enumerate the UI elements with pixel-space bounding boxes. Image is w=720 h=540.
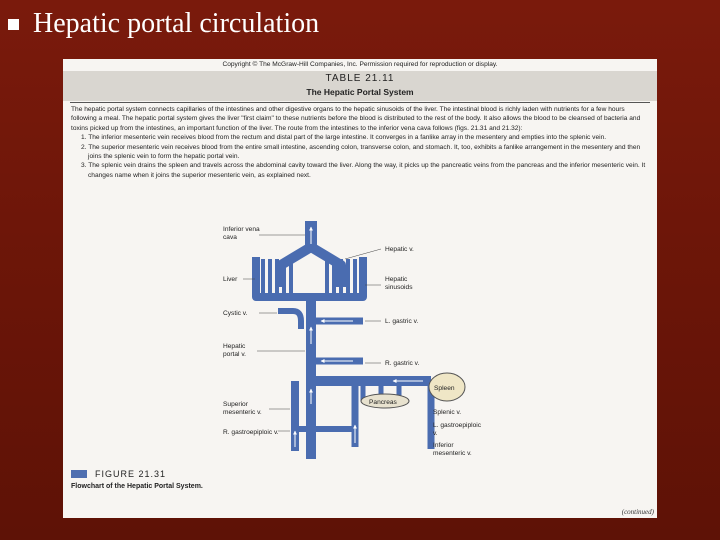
diagram-label-pancreas: Pancreas [369, 399, 397, 406]
diagram-label-superior-mesenteric-v-2: mesenteric v. [223, 409, 262, 416]
slide-title-text: Hepatic portal circulation [33, 8, 320, 39]
diagram-label-hepatic-portal-v: Hepatic [223, 343, 246, 350]
diagram-label-ivc: Inferior vena [223, 226, 260, 233]
hepatic-portal-table-image [63, 59, 657, 518]
hepatic-portal-diagram [63, 59, 657, 518]
table-caption: The Hepatic Portal System [306, 87, 414, 97]
diagram-label-inferior-mesenteric-v-2: mesenteric v. [433, 450, 472, 457]
slide-title [8, 6, 319, 42]
diagram-label-inferior-mesenteric-v: Inferior [433, 442, 454, 449]
diagram-label-r-gastroepiploic-v: R. gastroepiploic v. [223, 429, 279, 436]
figure-caption: Flowchart of the Hepatic Portal System. [71, 483, 203, 490]
diagram-label-spleen: Spleen [434, 385, 455, 392]
diagram-label-sinusoids: Hepatic [385, 276, 408, 283]
diagram-label-liver: Liver [223, 276, 238, 283]
cystic-vein-vessel [278, 311, 301, 329]
continued-note: (continued) [621, 508, 654, 516]
diagram-label-sinusoids-2: sinusoids [385, 284, 413, 291]
copyright-notice: Copyright © The McGraw-Hill Companies, Inc. Permission required for reproduction or display. [222, 61, 498, 68]
diagram-label-ivc-2: cava [223, 234, 237, 241]
diagram-label-cystic-v: Cystic v. [223, 310, 248, 317]
diagram-label-l-gastric-v: L. gastric v. [385, 318, 419, 325]
table-number: TABLE 21.11 [325, 73, 395, 84]
diagram-label-superior-mesenteric-v: Superior [223, 401, 248, 408]
diagram-label-hepatic-v: Hepatic v. [385, 246, 414, 253]
diagram-label-l-gastroepiploic-v-2: v. [433, 430, 438, 437]
step-item: 1. The inferior mesenteric vein receives blood from the rectum and distal part of the large intestine. It converges in a fanlike array in the mesentery and empties into the splenic vein. [81, 134, 607, 142]
step-item: 2. The superior mesenteric vein receives blood from the entire small intestine, ascending colon, transverse colon, and stomach. It, too, exhibits a fanlike arrangement in the mesentery and then joins the splenic vein to form the hepatic portal vein. [81, 143, 641, 161]
diagram-label-splenic-v: Splenic v. [433, 409, 462, 416]
step-item: 3. The splenic vein drains the spleen and travels across the abdominal cavity toward the liver. Along the way, it picks up the pancreatic veins from the pancreas and the inferior mesenteric vein. It changes name when it joins the superior mesenteric vein, as explained next. [81, 162, 646, 179]
figure-label-row [71, 469, 166, 479]
sinusoid-capillaries [263, 259, 355, 295]
diagram-label-hepatic-portal-v-2: portal v. [223, 351, 246, 358]
diagram-label-l-gastroepiploic-v: L. gastroepiploic [433, 422, 482, 429]
diagram-label-r-gastric-v: R. gastric v. [385, 360, 420, 367]
bullet-square-icon [8, 19, 19, 30]
figure-swatch-icon [71, 470, 87, 478]
intro-paragraph: The hepatic portal system connects capillaries of the intestines and other digestive organs to the hepatic sinusoids of the liver. The intestinal blood is richly laden with nutrients for a few hours following a meal. The hepatic portal system gives the liver "first claim" to these nutrients before the blood is distributed to the rest of the body. It also allows the blood to be cleansed of bacteria and toxins picked up from the intestines, an important function of the liver. The route from the intestines to the inferior vena cava follows (figs. 21.31 and 21.32): [71, 106, 641, 132]
figure-label: FIGURE 21.31 [95, 469, 167, 479]
